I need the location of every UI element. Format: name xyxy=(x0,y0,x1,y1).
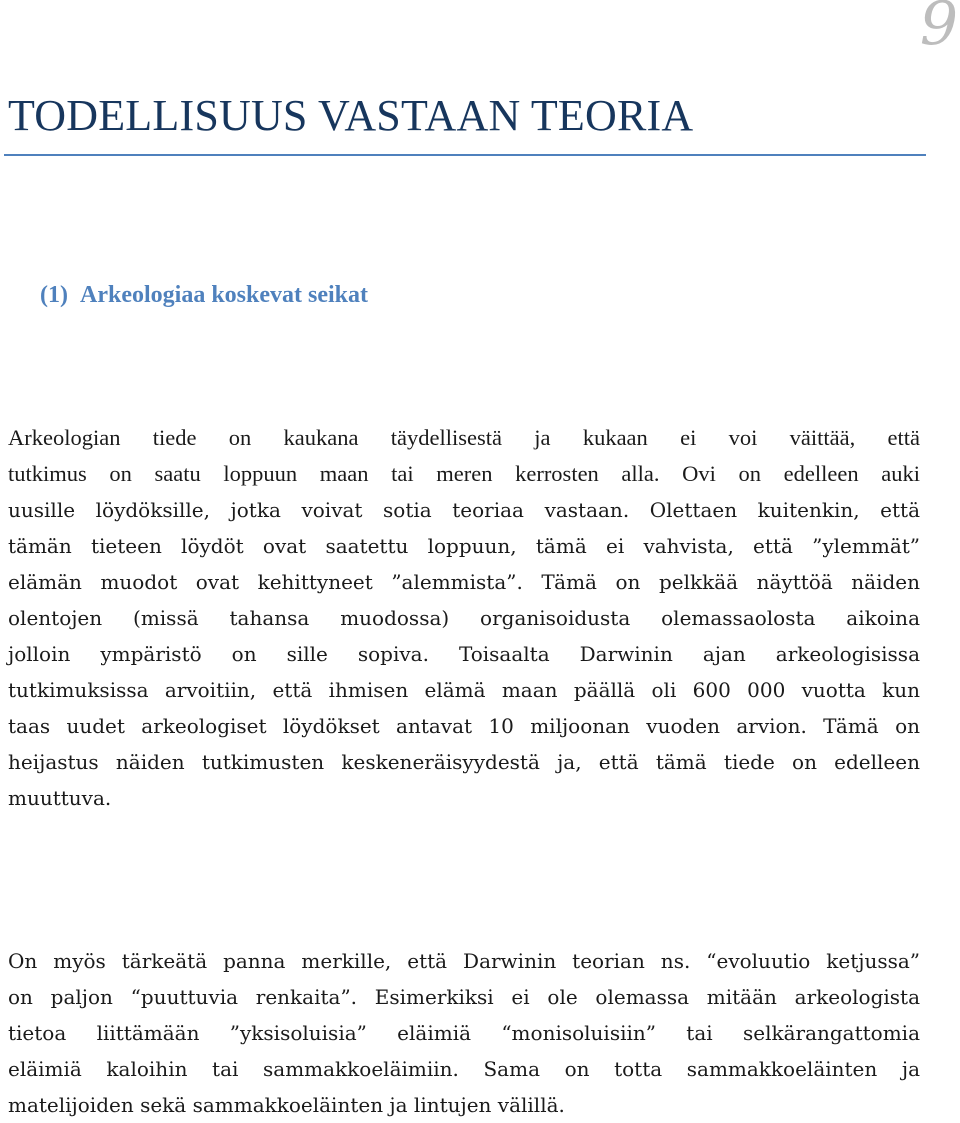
paragraph-line: eläimiä kaloihin tai sammakkoeläimiin. Sama on totta sammakkoeläinten ja xyxy=(8,1057,920,1081)
paragraph-line: jolloin ympäristö on sille sopiva. Toisaalta Darwinin ajan arkeologisissa xyxy=(8,642,920,666)
paragraph-line: tietoa liittämään ”yksisoluisia” eläimiä “monisoluisiin” tai selkärangattomia xyxy=(8,1021,920,1045)
paragraph-line: elämän muodot ovat kehittyneet ”alemmista”. Tämä on pelkkää näyttöä näiden xyxy=(8,570,920,594)
paragraph-line: uusille löydöksille, jotka voivat sotia teoriaa vastaan. Olettaen kuitenkin, että xyxy=(8,498,920,522)
paragraph-line: matelijoiden sekä sammakkoeläinten ja lintujen välillä. xyxy=(8,1093,565,1117)
title-underline xyxy=(4,154,926,156)
paragraph-missing-links xyxy=(8,943,920,1123)
paragraph-line: tutkimus on saatu loppuun maan tai meren kerrosten alla. Ovi on edelleen auki xyxy=(8,461,920,486)
section-number: (1) xyxy=(40,282,68,308)
paragraph-line: olentojen (missä tahansa muodossa) organisoidusta olemassaolosta aikoina xyxy=(8,606,920,630)
paragraph-line: heijastus näiden tutkimusten keskeneräisyydestä ja, että tämä tiede on edelleen xyxy=(8,750,920,774)
page-number: 9 xyxy=(919,0,958,59)
paragraph-line: taas uudet arkeologiset löydökset antavat 10 miljoonan vuoden arvion. Tämä on xyxy=(8,714,920,738)
paragraph-line: tämän tieteen löydöt ovat saatettu loppuun, tämä ei vahvista, että ”ylemmät” xyxy=(8,534,920,558)
paragraph-line: Arkeologian tiede on kaukana täydellisestä ja kukaan ei voi väittää, että xyxy=(8,425,920,450)
chapter-title: TODELLISUUS VASTAAN TEORIA xyxy=(8,91,694,140)
section-heading xyxy=(40,282,368,309)
paragraph-archaeology xyxy=(8,420,920,816)
paragraph-line: muuttuva. xyxy=(8,786,112,810)
section-title: Arkeologiaa koskevat seikat xyxy=(80,282,368,308)
paragraph-line: tutkimuksissa arvoitiin, että ihmisen elämä maan päällä oli 600 000 vuotta kun xyxy=(8,678,920,702)
paragraph-line: On myös tärkeätä panna merkille, että Darwinin teorian ns. “evoluutio ketjussa” xyxy=(8,949,920,973)
paragraph-line: on paljon “puuttuvia renkaita”. Esimerkiksi ei ole olemassa mitään arkeologista xyxy=(8,985,920,1009)
